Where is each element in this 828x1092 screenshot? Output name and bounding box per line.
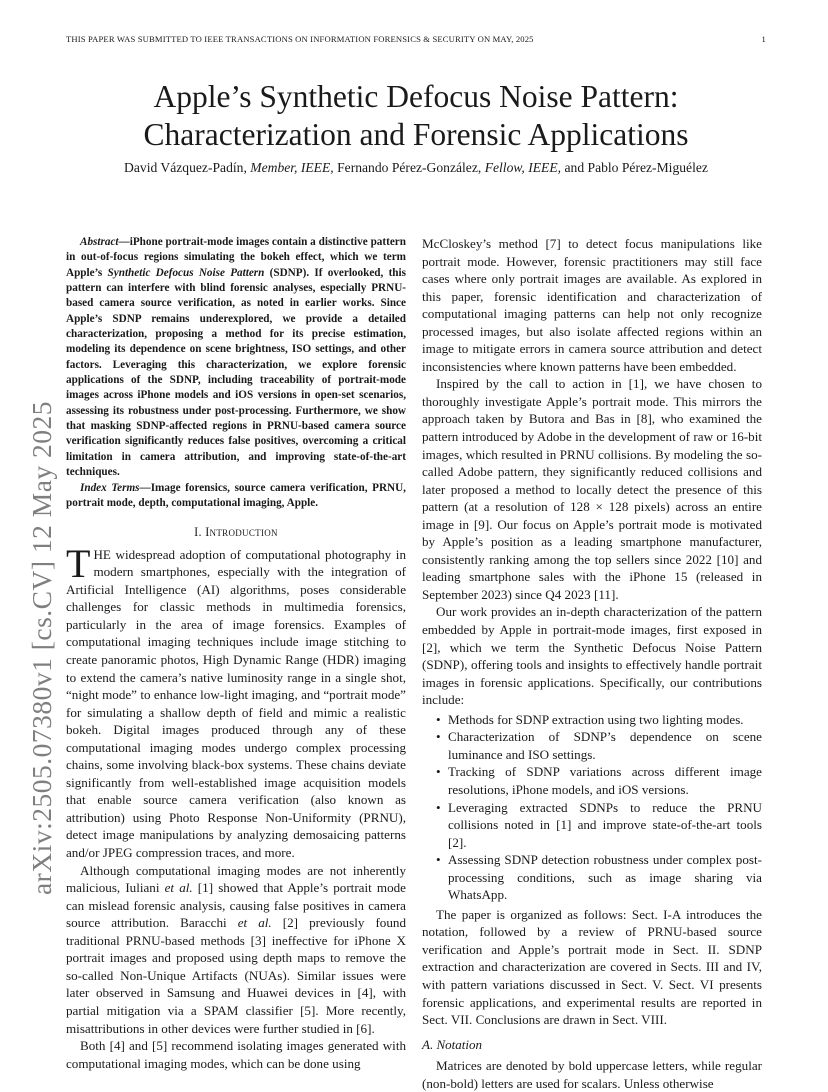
intro-first-word: HE bbox=[93, 546, 111, 562]
intro-p1-text: widespread adoption of computational photography in modern smartphones, especially with the integration of Artificial Intelligence (AI) algorithms, poses considerable challenges for classic methods in multimedia forensics, particularly in the area of image forensics. Examples of computational imaging techniques include image stitching to create panoramic photos, High Dynamic Range (HDR) imaging to extend the camera’s native luminosity range in a single shot, “night mode” to enhance low-light imaging, and “portrait mode” for simulating a shallow depth of field and mimic a realistic bokeh. Digital images produced through any of these computational imaging modes undergo complex processing chains, some involving black-box systems. These chains deviate significantly from well-established image acquisition models that enable source camera verification (also known as attribution) using Photo Response Non-Uniformity (PRNU), detect image manipulations by analyzing demosaicing patterns and/or JPEG compression traces, and more. bbox=[66, 546, 406, 861]
right-paragraph-2: Inspired by the call to action in [1], we have chosen to thoroughly investigate Apple’s portrait mode. This mirrors the approach taken by Butora and Bas in [8], who examined the pattern introduced by Adobe in the development of raw or 16-bit images, which resulted in PRNU collisions. By modeling the so-called Adobe pattern, they significantly reduced collisions and later proposed a method to locally detect the presence of this pattern (at a resolution of 128 × 128 pixels) across an entire image in [9]. Our focus on Apple’s portrait mode is motivated by Apple’s position as a leading smartphone manufacturer, consistently ranking among the top sellers since 2022 [10] and leading smartphone sales with the iPhone 15 (released in September 2023) since Q4 2023 [11]. bbox=[422, 376, 762, 602]
right-paragraph-3: Our work provides an in-depth characterization of the pattern embedded by Apple in portrait-mode images, first exposed in [2], which we term the Synthetic Defocus Noise Pattern (SDNP), offering tools and insights to effectively handle portrait images in forensic applications. Specifically, our contributions include: bbox=[422, 604, 762, 708]
author-1-role: Member, IEEE, bbox=[250, 160, 334, 175]
abstract bbox=[66, 235, 406, 481]
index-terms-label: Index Terms bbox=[80, 481, 140, 494]
list-item: • Characterization of SDNP’s dependence on scene luminance and ISO settings. bbox=[448, 728, 762, 763]
subsection-heading-notation: A. Notation bbox=[422, 1036, 482, 1052]
intro-p2-b: [1] showed that Apple’s portrait mode can mislead forensic analysis, causing false positives in camera source attribution. Baracchi bbox=[66, 880, 406, 931]
intro-paragraph-3: Both [4] and [5] recommend isolating images generated with computational imaging modes, which can be done using bbox=[66, 1038, 406, 1071]
right-paragraph-5: Matrices are denoted by bold uppercase letters, while regular (non-bold) letters are used for scalars. Unless otherwise bbox=[422, 1058, 762, 1091]
title-line-2: Characterization and Forensic Applications bbox=[143, 117, 689, 152]
list-item: • Tracking of SDNP variations across different image resolutions, iPhone models, and iOS versions. bbox=[448, 763, 762, 798]
intro-p2-etal2: et al. bbox=[237, 915, 272, 931]
intro-p2-etal: et al. bbox=[164, 880, 193, 896]
author-2-role: Fellow, IEEE, bbox=[484, 160, 562, 175]
abstract-text-a: —iPhone portrait-mode images contain a distinctive pattern in out-of-focus regions simulating the bokeh effect, which we term Apple’s bbox=[66, 236, 406, 279]
index-terms bbox=[66, 481, 406, 512]
list-item: • Assessing SDNP detection robustness under complex post-processing conditions, such as image sharing via WhatsApp. bbox=[448, 851, 762, 904]
running-header bbox=[66, 34, 766, 44]
abstract-label: Abstract bbox=[80, 236, 119, 248]
right-column bbox=[422, 235, 762, 1092]
header-text: THIS PAPER WAS SUBMITTED TO IEEE TRANSACTIONS ON INFORMATION FORENSICS & SECURITY ON MAY, 2025 bbox=[66, 34, 534, 44]
abstract-term: Synthetic Defocus Noise Pattern bbox=[107, 266, 265, 279]
title-line-1: Apple’s Synthetic Defocus Noise Pattern: bbox=[153, 79, 679, 114]
left-column bbox=[66, 235, 406, 1072]
author-3: and Pablo Pérez-Miguélez bbox=[564, 160, 708, 175]
contributions-list bbox=[422, 711, 762, 904]
right-paragraph-1: McCloskey’s method [7] to detect focus manipulations like portrait mode. However, forensic practitioners may still face cases where only portrait images are available. As explored in this paper, forensic identification and characterization of computational imaging patterns can help not only recognize processed images, but also isolate affected regions within an image to mitigate errors in camera source attribution and detect inconsistencies where known patterns have been embedded. bbox=[422, 236, 762, 374]
index-terms-text: —Image forensics, source camera verification, PRNU, portrait mode, depth, computational imaging, Apple. bbox=[66, 481, 406, 509]
intro-paragraph-2 bbox=[66, 862, 406, 1037]
list-item: • Methods for SDNP extraction using two lighting modes. bbox=[448, 711, 762, 729]
section-title: Introduction bbox=[205, 525, 278, 540]
abstract-text-b: (SDNP). If overlooked, this pattern can interfere with blind forensic analyses, especially PRNU-based camera source verification, as noted in earlier works. Since Apple’s SDNP remains underexplored, we provide a detailed characterization, proposing a method for its precise estimation, modeling its dependence on scene brightness, ISO settings, and other factors. Leveraging this characterization, we explore forensic applications of the SDNP, including traceability of portrait-mode images across iPhone models and iOS versions in open-set scenarios, assessing its robustness under post-processing. Furthermore, we show that masking SDNP-affected regions in PRNU-based camera source verification significantly reduces false positives, overcoming a critical limitation in camera attribution, and improving state-of-the-art techniques. bbox=[66, 266, 406, 479]
intro-paragraph-1 bbox=[66, 540, 406, 862]
intro-p2-c: [2] previously found traditional PRNU-based methods [3] ineffective for iPhone X portrait images and proposed using depth maps to remove the so-called Non-Unique Artifacts (NUAs). Similar issues were later observed in Samsung and Huawei devices in [4], with partial mitigation via a SPAM classifier [5]. More recently, misattributions in other devices were further studied in [6]. bbox=[66, 915, 406, 1036]
arxiv-stamp: arXiv:2505.07380v1 [cs.CV] 12 May 2025 bbox=[26, 400, 57, 896]
author-2: Fernando Pérez-González, bbox=[337, 160, 482, 175]
author-1: David Vázquez-Padín, bbox=[124, 160, 247, 175]
author-list bbox=[66, 160, 766, 176]
drop-cap: T bbox=[66, 540, 91, 586]
section-heading-intro bbox=[66, 524, 406, 542]
list-item: • Leveraging extracted SDNPs to reduce the PRNU collisions noted in [1] and improve state-of-the-art tools [2]. bbox=[448, 799, 762, 852]
section-number: I. bbox=[194, 525, 202, 540]
right-paragraph-4: The paper is organized as follows: Sect. I-A introduces the notation, followed by a review of PRNU-based source verification and Apple’s portrait mode in Sect. II. SDNP extraction and characterization are covered in Sects. III and IV, with pattern variations discussed in Sect. V. Sect. VI presents forensic applications, and experimental results are reported in Sect. VII. Conclusions are drawn in Sect. VIII. bbox=[422, 906, 762, 1028]
intro-p2-a: Although computational imaging modes are not inherently malicious, Iuliani bbox=[66, 862, 406, 896]
paper-title bbox=[66, 78, 766, 154]
page-number: 1 bbox=[761, 34, 766, 44]
